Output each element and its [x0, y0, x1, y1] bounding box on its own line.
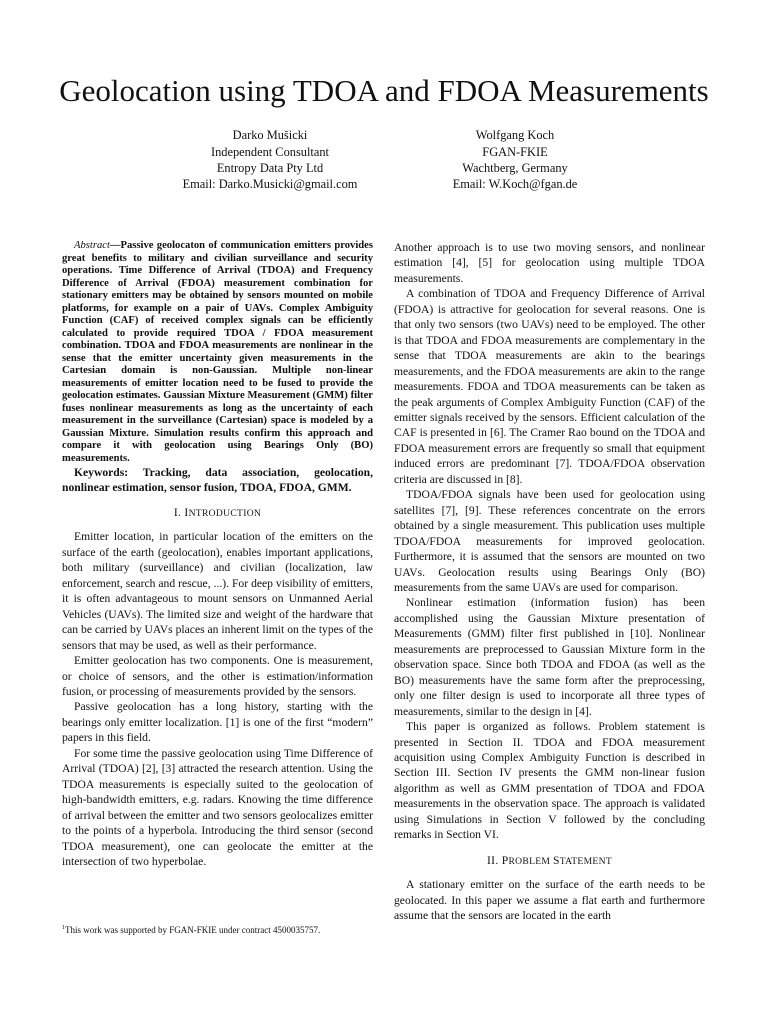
author-affiliation: FGAN-FKIE: [482, 145, 548, 159]
author-email: Email: W.Koch@fgan.de: [452, 177, 578, 191]
author-affiliation: Entropy Data Pty Ltd: [216, 161, 324, 175]
paragraph: A stationary emitter on the surface of the earth needs to be geolocated. In this paper we assume a flat earth and furthermore assume that the sensors are located in the earth: [394, 878, 705, 923]
paragraph: Emitter geolocation has two components. One is measurement, or choice of sensors, and the other is estimation/information fusion, or processing of measurements provided by the sensors.: [62, 654, 373, 698]
paragraph: Nonlinear estimation (information fusion) has been accomplished using the Gaussian Mixture presentation of Measurements (GMM) filter first published in [10]. Nonlinear measurements are preprocessed to Gaussian Mixture form in the observation space. Since both TDOA and FDOA (as well as the BO) measurements have the same form after the preprocessing, only one filter design is used to incorporate all three types of measurements, similar to the design in [4].: [394, 596, 705, 718]
abstract-text: —Passive geolocaton of communication emitters provides great benefits to military and civilian surveillance and security operations. Time Difference of Arrival (TDOA) and Frequency Difference of Arrival (FDOA) measurement combination for stationary emitters may be obtained by sensors mounted on mobile platforms, for example on a pair of UAVs. Complex Ambiguity Function (CAF) of received complex signals can be efficiently calculated to provide required TDOA / FDOA measurement combination. TDOA and FDOA measurements are nonlinear in the sense that the emitter uncertainty given measurements in the Cartesian domain is non-Gaussian. Multiple non-linear measurements of emitter location need to be fused to provide the geolocation estimates. Gaussian Mixture Measurement (GMM) filter fuses nonlinear measurements as long as the uncertainty of each measurement in the surveillance (Cartesian) space is modeled by a Gaussian Mixture. Simulation results confirm this approach and compare it with geolocation using Bearings Only (BO) measurements.: [62, 240, 373, 464]
author-name: Darko Mušicki: [232, 128, 308, 142]
keywords: Keywords: Tracking, data association, geolocation, nonlinear estimation, sensor fusion, TDOA, FDOA, GMM.: [62, 466, 373, 494]
author-affiliation: Wachtberg, Germany: [462, 161, 568, 175]
footnote: [62, 922, 373, 936]
paper-title: Geolocation using TDOA and FDOA Measurements: [59, 73, 709, 108]
section-heading-problem-statement: II. PROBLEM STATEMENT: [487, 853, 612, 867]
right-column: [394, 240, 705, 923]
section-heading-introduction: I. INTRODUCTION: [173, 506, 262, 519]
author-email: Email: Darko.Musicki@gmail.com: [182, 177, 358, 191]
author-block-1: [140, 127, 400, 192]
footnote-mark: 1: [62, 925, 65, 931]
paragraph: Emitter location, in particular location of the emitters on the surface of the earth (geolocation), enables important applications, both military (surveillance) and civilian (localization, law enforcement, search and rescue, ...). For deep visibility of emitters, it is often advantageous to mount sensors on Unmanned Aerial Vehicles (UAVs). The limited size and weight of the hardware that can be carried by UAVs places an inherent limit on the types of the sensors that may be used, as well as their performance.: [62, 530, 373, 652]
abstract-lead: Abstract: [74, 240, 110, 251]
paragraph: For some time the passive geolocation using Time Difference of Arrival (TDOA) [2], [3] attracted the research attention. Using the TDOA measurements is especially suited to the geolocation of high-bandwidth emitters, e.g. radars. Knowing the time difference of arrival between the emitter and two sensors geolocalizes emitter to the points of a hyperbola. Introducing the third sensor (second TDOA measurement), one can geolocate the emitter at the intersection of two hyperbolae.: [62, 746, 373, 868]
paragraph: TDOA/FDOA signals have been used for geolocation using satellites [7], [9]. These references concentrate on the errors obtained by a single measurement. This publication uses multiple TDOA/FDOA measurements for improved geolocation. Furthermore, it is assumed that the sensors are mounted on two UAVs. Geolocation results using Bearings Only (BO) measurements from the same UAVs are used for comparison.: [394, 488, 705, 594]
paragraph: This paper is organized as follows. Problem statement is presented in Section II. TDOA and FDOA measurement acquisition using Complex Ambiguity Function is described in Section III. Section IV presents the GMM non-linear fusion algorithm as well as GMM presentation of TDOA and FDOA measurements in the observation space. The approach is validated using Simulations in Section V followed by the concluding remarks in Section VI.: [394, 720, 705, 842]
left-column: [62, 240, 373, 869]
paragraph: A combination of TDOA and Frequency Difference of Arrival (FDOA) is attractive for geolocation for several reasons. One is that only two sensors (two UAVs) need to be employed. The other is that TDOA and FDOA measurements are complementary in the sense that TDOA measurements are akin to the bearings measurements, and the FDOA measurements are akin to the range measurements. FDOA and TDOA measurements can be taken as the peak arguments of Complex Ambiguity Function (CAF) of the emitter signals received by the sensors. Efficient calculation of the CAF is presented in [6]. The Cramer Rao bound on the TDOA and FDOA measurement errors are frequently so small that equipment induced errors are predominant [7]. TDOA/FDOA observation criteria are discussed in [8].: [394, 287, 705, 486]
footnote-text: This work was supported by FGAN-FKIE under contract 4500035757.: [65, 925, 321, 935]
paragraph: Another approach is to use two moving sensors, and nonlinear estimation [4], [5] for geolocation using multiple TDOA measurements.: [394, 241, 705, 285]
abstract: [62, 240, 373, 465]
author-name: Wolfgang Koch: [475, 128, 555, 142]
paragraph: Passive geolocation has a long history, starting with the bearings only emitter localization. [1] is one of the first “modern” papers in this field.: [62, 700, 373, 745]
author-affiliation: Independent Consultant: [210, 145, 330, 159]
author-block-2: [385, 127, 645, 192]
